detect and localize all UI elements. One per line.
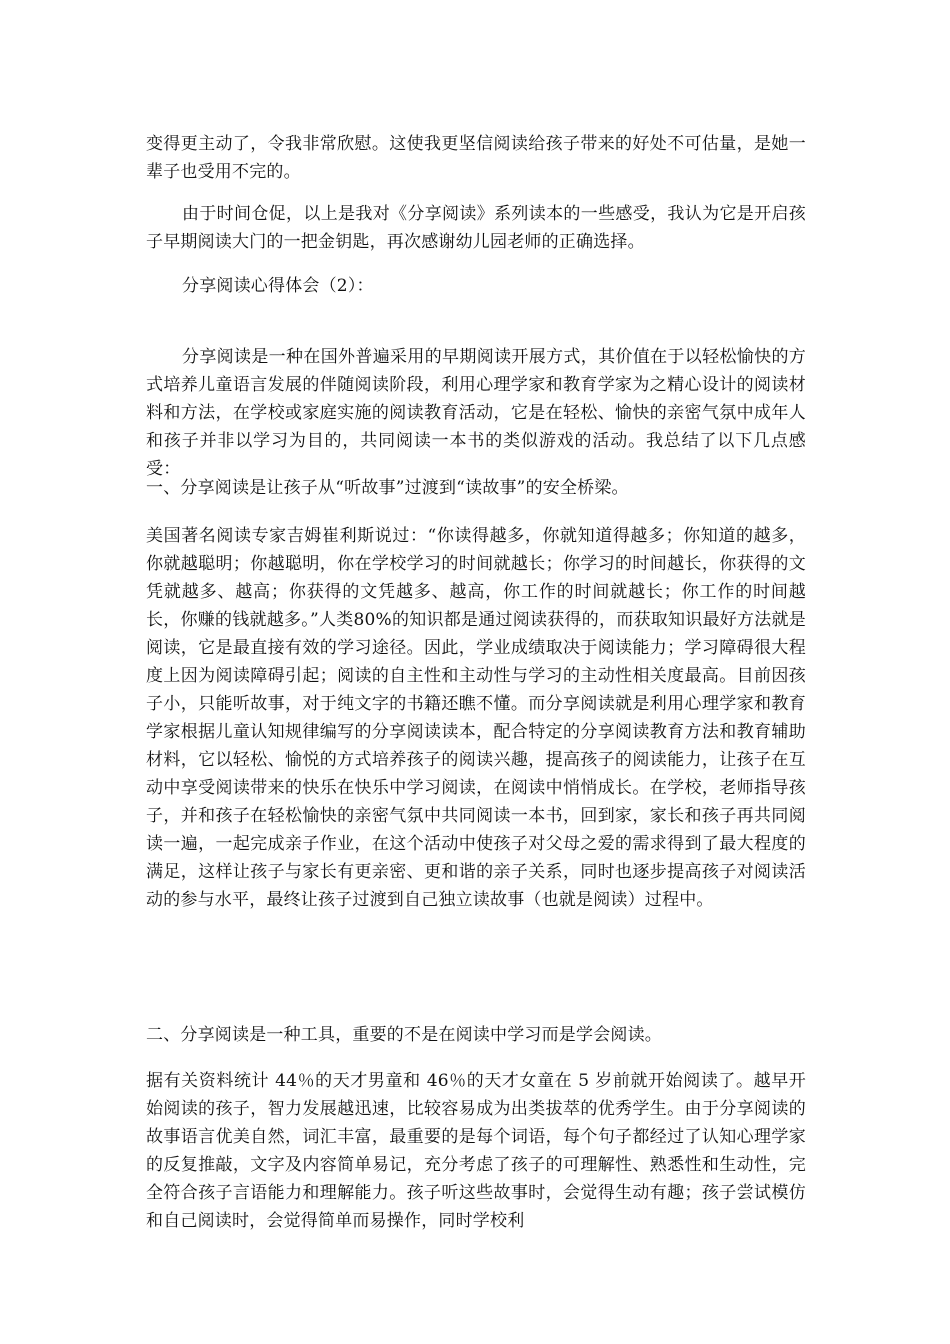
paragraph-point-one: 美国著名阅读专家吉姆崔利斯说过：“你读得越多，你就知道得越多；你知道的越多，你就越聪明；你越聪明，你在学校学习的时间就越长；你学习的时间越长，你获得的文凭就越多、越高；你获得的文凭越多、越高，你工作的时间就越长；你工作的时间越长，你赚的钱就越多。”人类80%的知识都是通过阅读获得的，而获取知识最好方法就是阅读，它是最直接有效的学习途径。因此，学业成绩取决于阅读能力；学习障碍很大程度上因为阅读障碍引起；阅读的自主性和主动性与学习的主动性相关度最高。目前因孩子小，只能听故事，对于纯文字的书籍还瞧不懂。而分享阅读就是利用心理学家和教育学家根据儿童认知规律编写的分享阅读读本，配合特定的分享阅读教育方法和教育辅助材料，它以轻松、愉悦的方式培养孩子的阅读兴趣，提高孩子的阅读能力，让孩子在互动中享受阅读带来的快乐在快乐中学习阅读，在阅读中悄悄成长。在学校，老师指导孩子，并和孩子在轻松愉快的亲密气氛中共同阅读一本书，回到家，家长和孩子再共同阅读一遍，一起完成亲子作业，在这个活动中使孩子对父母之爱的需求得到了最大程度的满足，这样让孩子与家长有更亲密、更和谐的亲子关系，同时也逐步提高孩子对阅读活动的参与水平，最终让孩子过渡到自己独立读故事（也就是阅读）过程中。	[146, 526, 806, 910]
paragraph-point-two: 据有关资料统计 44％的天才男童和 46％的天才女童在 5 岁前就开始阅读了。越早开始阅读的孩子，智力发展越迅速，比较容易成为出类拔萃的优秀学生。由于分享阅读的故事语言优美自然，词汇丰富，最重要的是每个词语，每个句子都经过了认知心理学家的反复推敲，文字及内容简单易记，充分考虑了孩子的可理解性、熟悉性和生动性，完全符合孩子言语能力和理解能力。孩子听这些故事时，会觉得生动有趣；孩子尝试模仿和自己阅读时，会觉得简单而易操作，同时学校利	[146, 1071, 806, 1231]
heading-point-one: 一、分享阅读是让孩子从“听故事”过渡到“读故事”的安全桥梁。	[146, 478, 629, 498]
section-title: 分享阅读心得体会（2）：	[182, 276, 374, 296]
paragraph-intro: 分享阅读是一种在国外普遍采用的早期阅读开展方式，其价值在于以轻松愉快的方式培养儿童语言发展的伴随阅读阶段，利用心理学家和教育学家为之精心设计的阅读材料和方法，在学校或家庭实施的阅读教育活动，它是在轻松、愉快的亲密气氛中成年人和孩子并非以学习为目的，共同阅读一本书的类似游戏的活动。我总结了以下几点感受：	[146, 347, 806, 479]
paragraph-continuation: 变得更主动了，令我非常欣慰。这使我更坚信阅读给孩子带来的好处不可估量，是她一辈子也受用不完的。	[146, 134, 806, 182]
paragraph-closing-thanks: 由于时间仓促，以上是我对《分享阅读》系列读本的一些感受，我认为它是开启孩子早期阅读大门的一把金钥匙，再次感谢幼儿园老师的正确选择。	[146, 204, 806, 252]
heading-point-two: 二、分享阅读是一种工具，重要的不是在阅读中学习而是学会阅读。	[146, 1025, 662, 1045]
